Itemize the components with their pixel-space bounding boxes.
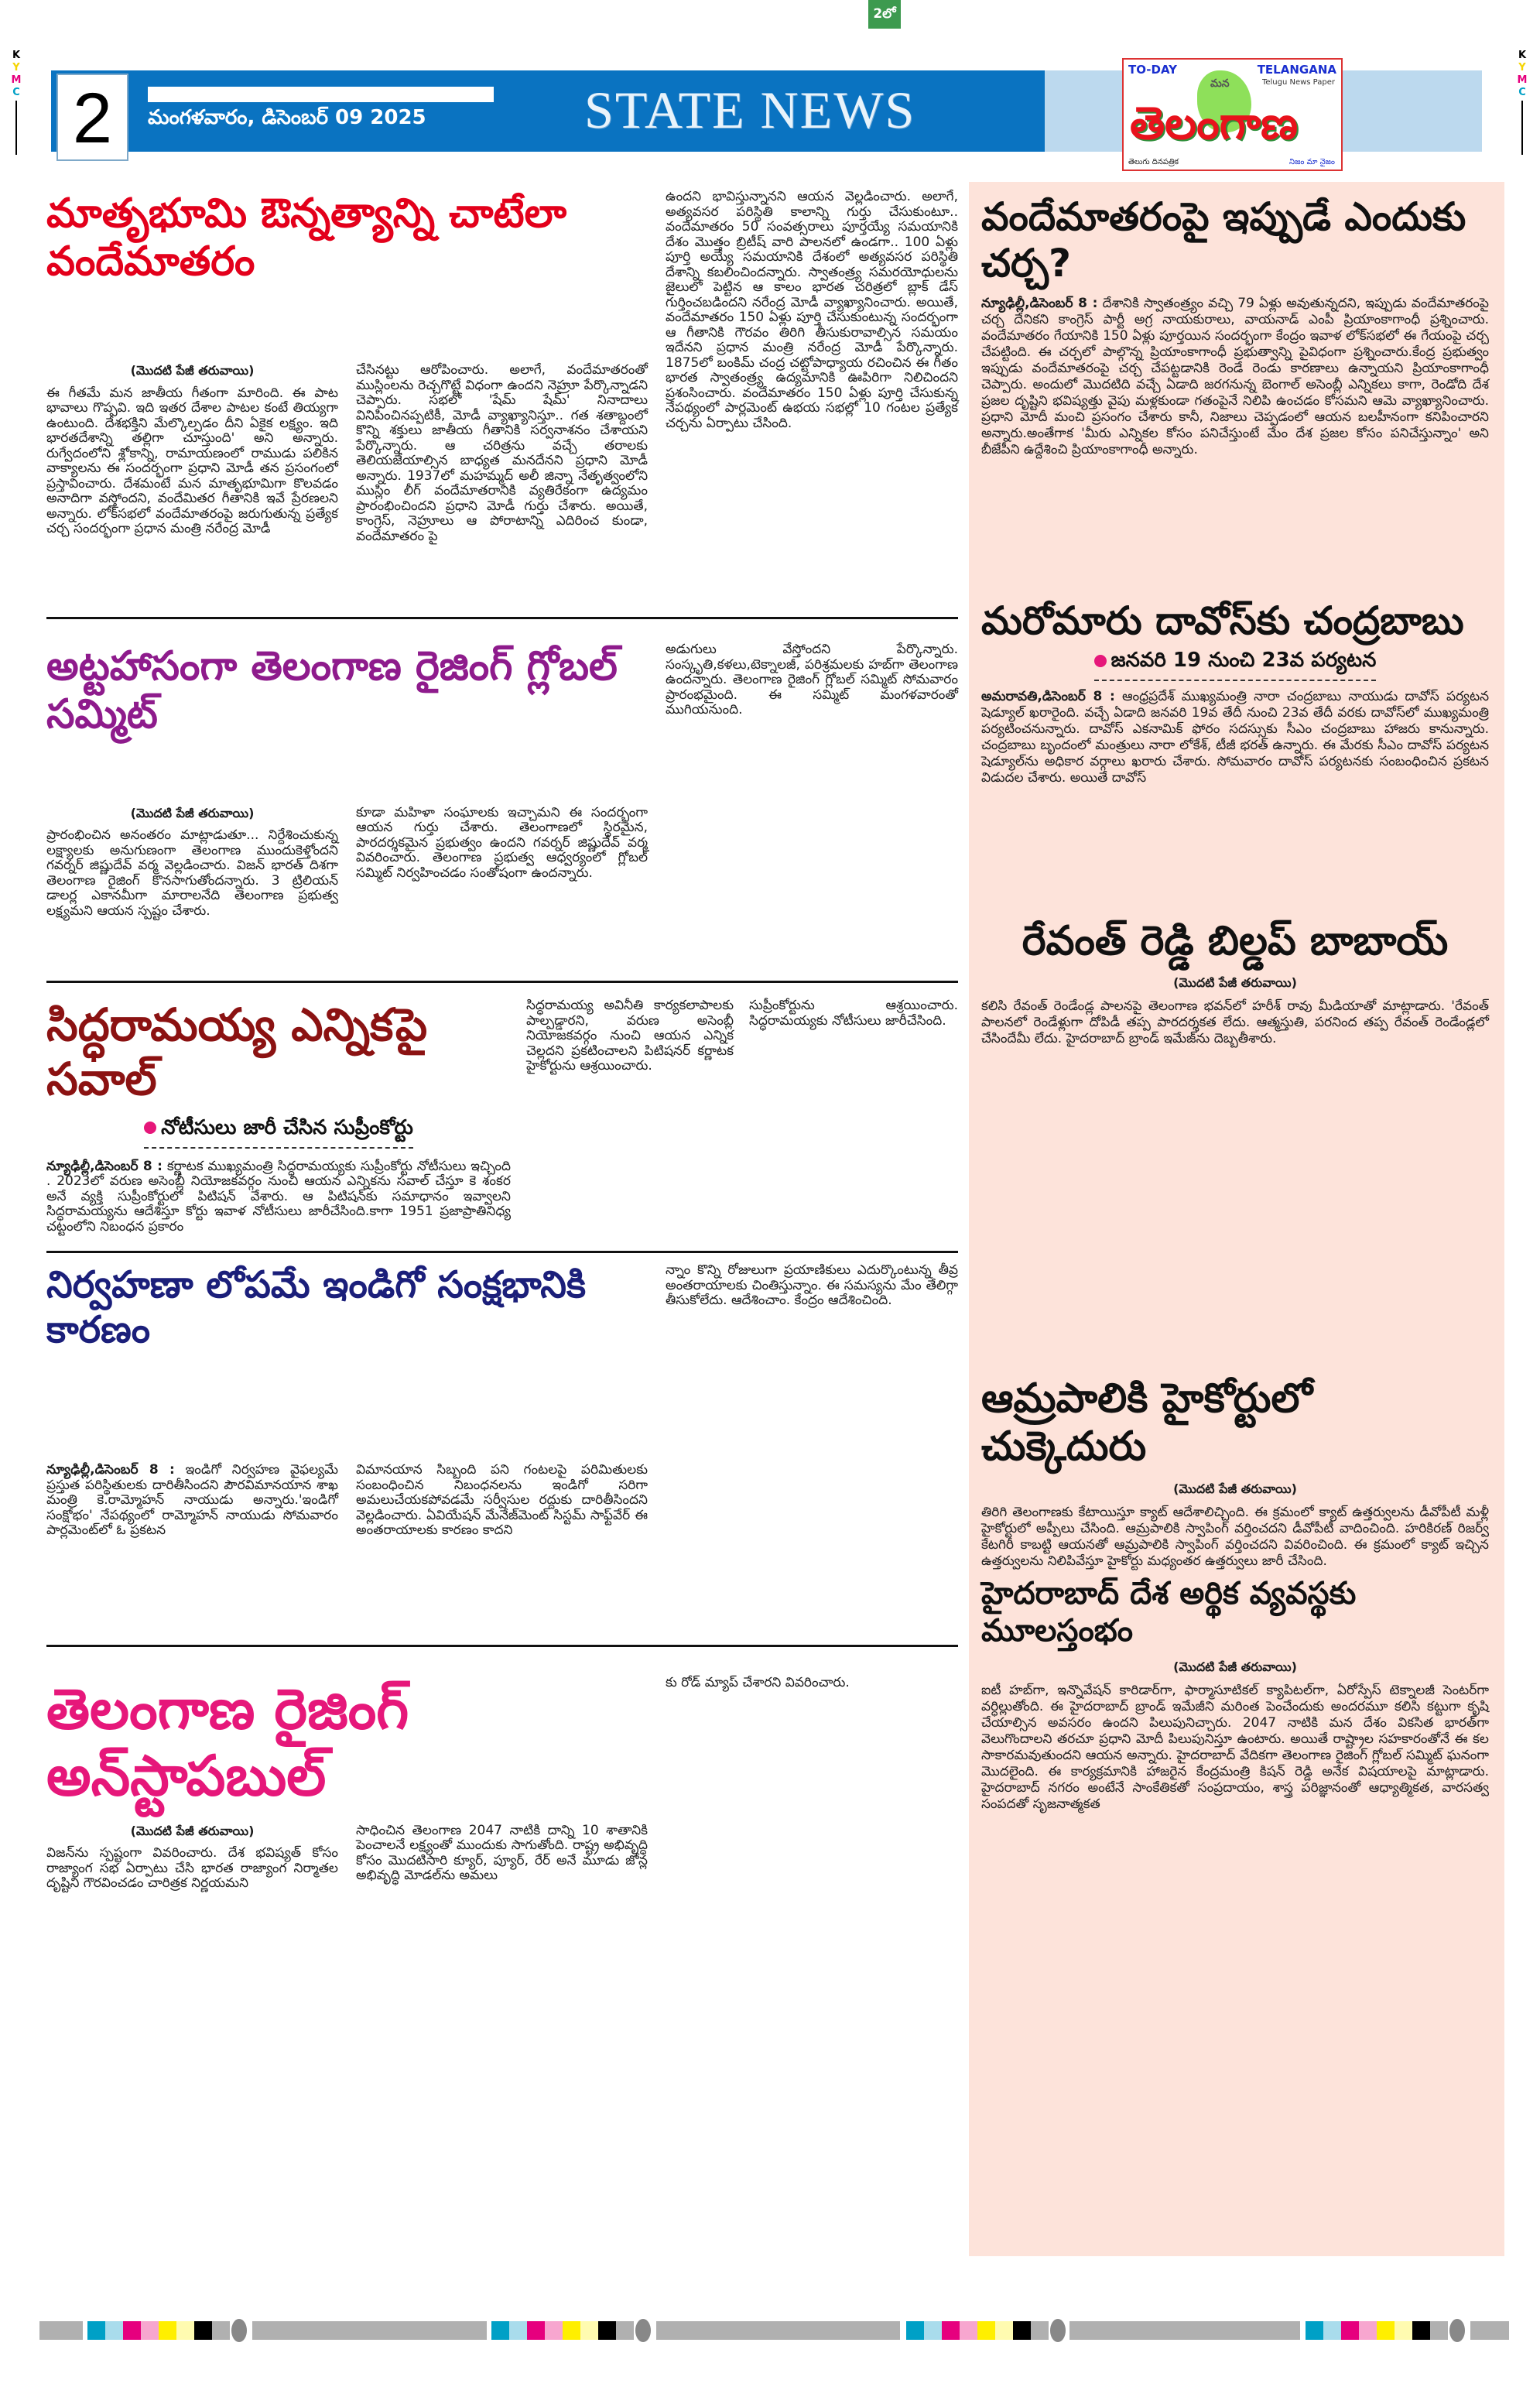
article-text: విమానయాన సిబ్బంది పని గంటలపై పరిమితులకు సంబంధించిన నిబంధనలను ఇండిగో సరిగా అమలుచేయకపోవడమే సర్వీసుల రద్దుకు దారితీసిందని వెల్లడించారు. ఏవియేషన్ మేనేజ్‌మెంట్ సిస్టమ్ సాఫ్ట్‌వేర్ ఈ అంతరాయాలకు కారణం కాదని xyxy=(356,1462,648,1539)
article-text: విజన్‌ను స్పష్టంగా వివరించారు. దేశ భవిష్యత్ కోసం రాజ్యాంగ సభ ఏర్పాటు చేసి భారత రాజ్యాంగ నిర్మాతల దృష్టిని గౌరవించడం చారిత్రక నిర్ణయమని xyxy=(46,1845,338,1892)
subhead xyxy=(46,1115,511,1156)
cmyk-registration-mark-right xyxy=(1517,50,1528,155)
cmyk-c: C xyxy=(1518,87,1526,98)
registration-dot xyxy=(1050,2319,1066,2342)
cmyk-c: C xyxy=(12,87,20,98)
page-tag: 2లో xyxy=(868,0,901,29)
article-column xyxy=(356,1463,648,1539)
headline-vandemataram-debate: వందేమాతరంపై ఇప్పుడే ఎందుకు చర్చ? xyxy=(981,194,1466,286)
headline-revanth-reddy: రేవంత్ రెడ్డి బిల్డప్ బాబాయ్ xyxy=(1022,918,1449,964)
color-swatch xyxy=(977,2321,995,2340)
cmyk-m: M xyxy=(11,74,22,86)
issue-date: మంగళవారం, డిసెంబర్ 09 2025 xyxy=(148,106,426,129)
article-column xyxy=(666,1263,958,1309)
headline-amrapali: ఆమ్రపాలికి హైకోర్టులో చుక్కెదురు xyxy=(981,1375,1313,1471)
article-text: చేసినట్టు ఆరోపించారు. అలాగే, వందేమాతరంతో ముస్లింలను రెచ్చగొట్టే విధంగా ఉందని నెహ్రూ పేర్కొన్నాడని చెప్పారు. సభలో 'షేమ్ షేమ్' నినాదాలు వినిపించినప్పటికీ, మోడీ వ్యాఖ్యానిస్తూ.. గత శతాబ్దంలో కొన్ని శక్తులు జాతీయ గీతానికి సర్వనాశనం చేశాయని పేర్కొన్నారు. ఆ చరిత్రను వచ్చే తరాలకు తెలియజేయాల్సిన బాధ్యత మనదేనని ప్రధాని మోడీ అన్నారు. 1937లో మహమ్మద్ అలీ జిన్నా నేతృత్వంలోని ముస్లిం లీగ్ వందేమాతరానికి వ్యతిరేకంగా ఉద్యమం ప్రారంభించిందని ప్రధాని మోడీ గుర్తు చేశారు. అయితే, కాంగ్రెస్, నెహ్రూలు ఆ పోరాటాన్ని ఎదిరించ కుండా, వందేమాతరం పై xyxy=(356,362,648,544)
color-swatch xyxy=(1323,2321,1341,2340)
body-text: దేశానికి స్వాతంత్ర్యం వచ్చి 79 ఏళ్లు అవుతున్నదని, ఇప్పుడు వందేమాతరంపై చర్చ దేనికని కాంగ్రెస్ పార్టీ అగ్ర నాయకురాలు, వాయనాడ్ ఎంపీ ప్రియాంకాగాంధీ ప్రశ్నించారు. వందేమాతరం గేయానికి 150 ఏళ్లు పూర్తయిన సందర్భంగా కేంద్రం ఇవాళ లోక్‌సభలో ఈ గేయంపై చర్చ చేపట్టింది. ఈ చర్చలో పాల్గొన్న ప్రియాంకాగాంధీ ప్రభుత్వాన్ని పైవిధంగా ప్రశ్నించారు.కేంద్ర ప్రభుత్వం ఇప్పుడు వందేమాతరంపై చర్చ చేపట్టడానికి రెండే రెండు కారణాలు ఉన్నాయని ప్రియాంకాగాంధీ చెప్పారు. అందులో మొదటిది వచ్చే ఏడాది జరగనున్న బెంగాల్ అసెంబ్లీ ఎన్నికలు కాగా, రెండోది దేశ ప్రజల దృష్టిని భవిష్యత్తు వైపు మళ్లకుండా గతంపైనే నిలిపి ఉంచడం కోసమని ఆమె వ్యాఖ్యానించారు. ప్రధాని మోదీ మంచి ప్రసంగం చేశారు కానీ, నిజాలు చెప్పడంలో ఆయన బలహీనంగా కనిపించారని అన్నారు.అంతేగాక 'మీరు ఎన్నికల కోసం పనిచేస్తుంటే మేం దేశ ప్రజల కోసం పనిచేస్తున్నాం' అని బీజేపీని ఉద్దేశించి ప్రియాంకాగాంధీ అన్నారు. xyxy=(981,296,1489,457)
article-text: కు రోడ్ మ్యాప్ చేశారని వివరించారు. xyxy=(666,1675,850,1690)
article-text: సుప్రీంకోర్టును ఆశ్రయించారు. సిద్ధరామయ్యకు నోటీసులు జారీచేసింది. xyxy=(749,998,958,1029)
color-swatch xyxy=(527,2321,545,2340)
article-column xyxy=(981,1659,1489,1813)
registration-tick xyxy=(15,101,17,155)
color-swatch xyxy=(1377,2321,1395,2340)
headline-hyderabad-economy: హైదరాబాద్ దేశ అర్థిక వ్యవస్థకు మూలస్తంభం xyxy=(981,1576,1357,1649)
headline-indigo: నిర్వహణా లోపమే ఇండిగో సంక్షభానికి కారణం xyxy=(46,1263,587,1351)
article-siddaramaiah xyxy=(46,983,958,1241)
subhead xyxy=(981,647,1489,689)
sidebar-panel xyxy=(969,182,1504,2256)
article-text: కూడా మహిళా సంఘాలకు ఇచ్చామని ఈ సందర్భంగా ఆయన గుర్తు చేశారు. తెలంగాణలో స్థిరమైన, పారదర్శకమైన ప్రభుత్వం ఉందని గవర్నర్ జిష్ణుదేవ్ వర్మ వివరించారు. తెలంగాణ ప్రభుత్వ ఆధ్వర్యంలో గ్లోబల్ సమ్మిట్ నిర్వహించడం సంతోషంగా ఉందన్నారు. xyxy=(356,804,648,881)
headline-siddaramaiah: సిద్ధరామయ్య ఎన్నికపై సవాల్ xyxy=(46,998,428,1105)
cmyk-m: M xyxy=(1517,74,1528,86)
logo-telangana: TELANGANA xyxy=(1257,63,1336,77)
article-revanth-reddy xyxy=(981,917,1489,1375)
article-column xyxy=(356,1824,648,1884)
logo-name: తెలంగాణ xyxy=(1130,97,1298,149)
article-text: న్నాం కొన్ని రోజులుగా ప్రయాణికులు ఎదుర్కొంటున్న తీవ్ర అంతరాయాలకు చింతిస్తున్నాం. ఈ సమస్యను మేం తేలిగ్గా తీసుకోలేదు. ఆదేశించాం. కేంద్రం ఆదేశించింది. xyxy=(666,1262,958,1308)
color-swatch xyxy=(1430,2321,1448,2340)
lead-text: కర్ణాటక ముఖ్యమంత్రి సిద్ధరామయ్యకు సుప్రీంకోర్టు నోటీసులు ఇచ్చింది . 2023లో వరుణ అసెంబ్లీ నియోజకవర్గం నుంచి ఆయన ఎన్నికను సవాల్ చేస్తూ కె శంకర అనే వ్యక్తి సుప్రీంకోర్టులో పిటిషన్ వేశారు. ఆ పిటిషన్‌కు సమాధానం ఇవ్వాలని సిద్ధరామయ్యను ఆదేశిస్తూ కోర్టు ఇవాళ నోటీసులు జారీచేసింది.కాగా 1951 ప్రజాప్రాతినిధ్య చట్టంలోని నిబంధన ప్రకారం xyxy=(46,1158,511,1235)
color-swatch xyxy=(924,2321,942,2340)
continued-label: (మొదటి పేజీ తరువాయి) xyxy=(130,363,255,378)
article-indigo xyxy=(46,1253,958,1635)
article-column xyxy=(981,689,1489,786)
body-text: ఆంధ్రప్రదేశ్ ముఖ్యమంత్రి నారా చంద్రబాబు నాయుడు దావోస్ పర్యటన షెడ్యూల్ ఖరారైంది. వచ్చే ఏడాది జనవరి 19వ తేదీ నుంచి 23వ తేదీ వరకు దావోస్‌లో ముఖ్యమంత్రి పర్యటించనున్నారు. దావోస్ ఎకనామిక్ ఫోరం సదస్సుకు సీఎం చంద్రబాబు హాజరు కానున్నారు. చంద్రబాబు బృందంలో మంత్రులు నారా లోకేశ్, టీజీ భరత్ ఉన్నారు. ఈ మేరకు సీఎం దావోస్ పర్యటన షెడ్యూల్‌ను అధికార వర్గాలు ఖరారు చేశారు. సోమవారం దావోస్ పర్యటనకు సంబంధించిన ప్రకటన విడుదల చేశారు. అయితే దావోస్ xyxy=(981,689,1489,786)
color-swatch xyxy=(1412,2321,1430,2340)
color-swatch xyxy=(1031,2321,1049,2340)
article-amrapali xyxy=(981,1375,1489,1575)
logo-footer-right: నిజం మా నైజం xyxy=(1289,158,1335,166)
color-swatch xyxy=(87,2321,105,2340)
color-swatch xyxy=(1359,2321,1377,2340)
article-column xyxy=(46,363,338,537)
color-swatch xyxy=(942,2321,960,2340)
article-global-summit xyxy=(46,619,958,971)
headline-davos: మరోమారు దావోస్‌కు చంద్రబాబు xyxy=(981,598,1464,643)
color-swatch xyxy=(194,2321,212,2340)
cmyk-k: K xyxy=(1518,50,1527,61)
color-swatch xyxy=(141,2321,159,2340)
article-davos xyxy=(981,598,1489,917)
registration-tick xyxy=(1521,101,1523,155)
article-column xyxy=(526,998,734,1074)
color-swatch xyxy=(1341,2321,1359,2340)
newspaper-logo xyxy=(1122,58,1343,171)
logo-today: TO-DAY xyxy=(1128,63,1177,77)
bullet-icon xyxy=(1094,655,1107,667)
cmyk-y: Y xyxy=(1518,62,1526,74)
registration-dot xyxy=(635,2319,651,2342)
article-column xyxy=(749,998,958,1029)
article-column xyxy=(981,296,1489,458)
article-column xyxy=(46,1159,511,1235)
article-column xyxy=(666,190,958,431)
section-title: STATE NEWS xyxy=(584,80,916,139)
color-swatch xyxy=(598,2321,616,2340)
headline-vandemataram: మాతృభూమి ఔన్నత్యాన్ని చాటేలా వందేమాతరం xyxy=(46,190,567,286)
dateline: న్యూఢిల్లీ,డిసెంబర్ 8 : xyxy=(46,1462,175,1478)
color-swatch xyxy=(159,2321,176,2340)
continued-label: (మొదటి పేజీ తరువాయి) xyxy=(130,805,255,820)
article-text xyxy=(46,1159,511,1235)
color-swatch xyxy=(123,2321,141,2340)
color-swatch xyxy=(563,2321,580,2340)
lead-text: ఇండిగో నిర్వహణ వైఫల్యమే ప్రస్తుత పరిస్థితులకు దారితీసిందని పౌరవిమానయాన శాఖ మంత్రి కె.రామ్మోహన్ నాయుడు అన్నారు.'ఇండిగో సంక్షోభం' నేపథ్యంలో రామ్మోహన్ నాయుడు సోమవారం పార్లమెంట్‌లో ఓ ప్రకటన xyxy=(46,1462,339,1539)
continued-label: (మొదటి పేజీ తరువాయి) xyxy=(1173,975,1297,991)
color-calibration-bar xyxy=(0,2321,1540,2340)
article-text: సిద్ధరామయ్య అవినీతి కార్యకలాపాలకు పాల్పడ్డారని, వరుణ అసెంబ్లీ నియోజకవర్గం నుంచి ఆయన ఎన్నిక చెల్లదని ప్రకటించాలని పిటిషనర్ కర్ణాటక హైకోర్టును ఆశ్రయించారు. xyxy=(526,998,734,1074)
color-swatch xyxy=(212,2321,230,2340)
article-text: అడుగులు వేస్తోందని పేర్కొన్నారు. సంస్కృతి,కళలు,టెక్నాలజీ, పరిశ్రమలకు హబ్‌గా తెలంగాణ ఉందన్నారు. తెలంగాణ రైజింగ్ గ్లోబల్ సమ్మిట్ సోమవారం ప్రారంభమైంది. ఈ సమ్మిట్ మంగళవారంతో ముగియనుంది. xyxy=(666,642,958,717)
article-text: సాధించిన తెలంగాణ 2047 నాటికి దాన్ని 10 శాతానికి పెంచాలనే లక్ష్యంతో ముందుకు సాగుతోంది. రాష్ట్ర అభివృద్ధి కోసం మొదటిసారి క్యూర్, ప్యూర్, రేర్ అనే మూడు జోన్ల అభివృద్ధి మోడల్‌ను అమలు xyxy=(356,1822,648,1884)
color-swatch xyxy=(580,2321,598,2340)
color-swatch xyxy=(509,2321,527,2340)
masthead-white-bar xyxy=(148,87,494,102)
article-column xyxy=(981,974,1489,1047)
article-vandemataram xyxy=(46,190,958,608)
article-text: ప్రారంభించిన అనంతరం మాట్లాడుతూ... నిర్దేశించుకున్న లక్ష్యాలకు అనుగుణంగా తెలంగాణ ముందుకెళ్తోందని గవర్నర్ జిష్ణుదేవ్ వర్మ వెల్లడించారు. విజన్ భారత్ దిశగా తెలంగాణ రైజింగ్ కొనసాగుతోందన్నారు. 3 ట్రిలియన్ డాలర్ల ఎకానమీగా మారాలనేది తెలంగాణ ప్రభుత్వ లక్ష్యమని ఆయన స్పష్టం చేశారు. xyxy=(46,827,338,919)
color-swatch xyxy=(960,2321,977,2340)
article-text xyxy=(981,689,1489,786)
continued-label: (మొదటి పేజీ తరువాయి) xyxy=(1173,1481,1297,1496)
registration-dot xyxy=(231,2319,247,2342)
article-column xyxy=(981,1481,1489,1570)
logo-footer-left: తెలుగు దినపత్రిక xyxy=(1128,158,1179,166)
dateline: అమరావతి,డిసెంబర్ 8 : xyxy=(981,689,1115,704)
headline-telangana-rising-unstoppable: తెలంగాణ రైజింగ్ అన్‌స్టాపబుల్ xyxy=(46,1676,409,1809)
color-swatch xyxy=(1395,2321,1412,2340)
color-swatch xyxy=(491,2321,509,2340)
bullet-icon xyxy=(144,1122,156,1134)
article-telangana-rising-unstoppable xyxy=(46,1647,958,1892)
article-hyderabad-economy xyxy=(981,1575,1489,1813)
subhead-wrap xyxy=(144,1115,413,1149)
dateline: న్యూఢిల్లీ,డిసెంబర్ 8 : xyxy=(46,1158,163,1174)
article-text: ఉందని భావిస్తున్నానని ఆయన వెల్లడించారు. అలాగే, అత్యవసర పరిస్థితి కాలాన్ని గుర్తు చేసుకుంటూ.. వందేమాతరం 50 సంవత్సరాలు పూర్తయ్యే సమయానికి దేశం మొత్తం బ్రిటీష్ వారి పాలనలో ఉండగా.. 100 ఏళ్లు పూర్తి అయ్యే సమయానికి దేశంలో అత్యవసర పరిస్థితి దేశాన్ని కబలించిందన్నారు. స్వాతంత్ర్య సమరయోధులను జైలులో పెట్టిన ఆ కాలం భారత చరిత్రలో బ్లాక్ డేస్ గుర్తించబడిందని నరేంద్ర మోడీ వ్యాఖ్యానించారు. అయితే, వందేమాతరం 150 ఏళ్లు పూర్తి చేసుకుంటున్న సందర్భంగా ఆ గీతానికి గౌరవం తిరిగి తీసుకురావాల్సిన సమయం ఇదేనని ప్రధాన మంత్రి నరేంద్ర మోడీ పేర్కొన్నారు. 1875లో బంకిమ్ చంద్ర చట్టోపాధ్యాయ రచించిన ఈ గీతం భారత స్వాతంత్ర్య ఉద్యమానికి ఊపిరిగా నిలిచిందని ప్రశంసించారు. వందేమాతరం 150 ఏళ్లు పూర్తి చేసుకున్న నేపథ్యంలో పార్లమెంట్ ఉభయ సభల్లో 10 గంటల ప్రత్యేక చర్చను ఏర్పాటు చేసింది. xyxy=(666,189,958,431)
left-news-section xyxy=(46,190,958,1892)
article-column xyxy=(46,806,338,920)
article-column xyxy=(46,1463,338,1539)
color-swatch xyxy=(616,2321,634,2340)
grey-bar xyxy=(252,2321,487,2340)
article-text xyxy=(981,296,1489,458)
color-swatch xyxy=(1306,2321,1323,2340)
color-swatch xyxy=(105,2321,123,2340)
subhead-text: నోటీసులు జారీ చేసిన సుప్రీంకోర్టు xyxy=(161,1115,413,1139)
article-text: ఈ గీతమే మన జాతీయ గీతంగా మారింది. ఈ పాట భావాలు గొప్పవి. ఇది ఇతర దేశాల పాటల కంటే తియ్యగా ఉంటుంది. దేశభక్తిని మేల్కొల్పడం దీని ఏకైక లక్ష్యం. ఇది భారతదేశాన్ని తల్లిగా చూస్తుంది' అని అన్నారు. రుగ్వేదంలోని శ్లోకాన్ని, రామాయణంలో రాముడు పలికిన వాక్యాలను ఈ సందర్భంగా ప్రధాని మోడీ తన ప్రసంగంలో ప్రస్తావించారు. దేశమంటే మన మాతృభూమిగా కొలవడం అనాదిగా వస్తోందని, వందేమితర గీతానికి ఇవే ప్రేరణలని అన్నారు. లోక్‌సభలో వందేమాతరంపై జరుగుతున్న ప్రత్యేక చర్చ సందర్భంగా ప్రధాన మంత్రి నరేంద్ర మోడీ xyxy=(46,385,338,537)
grey-bar xyxy=(39,2321,83,2340)
cmyk-y: Y xyxy=(12,62,20,74)
color-swatch xyxy=(545,2321,563,2340)
article-column xyxy=(356,363,648,544)
article-column xyxy=(356,806,648,882)
color-swatch xyxy=(906,2321,924,2340)
logo-map-label: మన xyxy=(1210,77,1230,90)
subhead-text: జనవరి 19 నుంచి 23వ పర్యటన xyxy=(1111,649,1377,672)
article-vandemataram-debate xyxy=(981,193,1489,598)
continued-label: (మొదటి పేజీ తరువాయి) xyxy=(1173,1659,1297,1674)
grey-bar xyxy=(1470,2321,1509,2340)
article-column xyxy=(666,642,958,718)
color-swatch xyxy=(1013,2321,1031,2340)
article-text: తిరిగి తెలంగాణకు కేటాయిస్తూ క్యాట్ ఆదేశాలిచ్చింది. ఈ క్రమంలో క్యాట్ ఉత్తర్వులను డీవోపీటీ మళ్లీ హైకోర్టులో అప్పీలు చేసింది. ఆమ్రపాలికి స్వాపింగ్ వర్తించదని డీవోపీటీ వాదించింది. హరికిరణ్ రిజర్వ్ కేటగిరీ కాబట్టి ఆయనతో ఆమ్రపాలికి స్వాపింగ్ వర్తించదని వివరించింది. ఈ క్రమంలో క్యాట్ ఇచ్చిన ఉత్తర్వులను నిలిపివేస్తూ హైకోర్టు మధ్యంతర ఉత్తర్వులు జారీ చేసింది. xyxy=(981,1504,1489,1569)
continued-label: (మొదటి పేజీ తరువాయి) xyxy=(130,1823,255,1838)
registration-dot xyxy=(1449,2319,1465,2342)
article-column xyxy=(46,1824,338,1892)
cmyk-k: K xyxy=(12,50,21,61)
color-swatch xyxy=(995,2321,1013,2340)
article-text: ఐటీ హబ్‌గా, ఇన్నొవేషన్ కారిడార్‌గా, ఫార్మాసూటికల్ క్యాపిటల్‌గా, ఏరోస్పేస్ టెక్నాలజీ సెంటర్‌గా వర్ధిల్లుతోంది. ఈ హైదరాబాద్ బ్రాండ్ ఇమేజీని మరింత పెంచేందుకు అందరమూ కలిసి కట్టుగా కృషి చేయాల్సిన అవసరం ఉందని పిలుపునిచ్చారు. 2047 నాటికి మన దేశం వికసిత భారత్‌గా వెలుగొందాలని తరచూ ప్రధాని మోదీ పిలుపునిస్తూ ఉంటారు. అయితే రాష్ట్రాల సహకారంతోనే ఈ కల సాకారమవుతుందని ఆయన అన్నారు. హైదరాబాద్ వేదికగా తెలంగాణ రైజింగ్ గ్లోబల్ సమ్మిట్ ఘనంగా మొదలైంది. ఈ కార్యక్రమానికి హాజరైన కేంద్రమంత్రి కిషన్ రెడ్డి అనేక విషయాలపై మాట్లాడారు. హైదరాబాద్ నగరం అంటేనే సాంకేతికతో సంప్రదాయం, శాస్త్ర పరిజ్ఞానంతో ఆధ్యాత్మికత, వారసత్వ సంపదతో సృజనాత్మకత xyxy=(981,1683,1489,1812)
color-swatch xyxy=(176,2321,194,2340)
logo-tagline: Telugu News Paper xyxy=(1261,78,1335,87)
article-text xyxy=(46,1463,338,1539)
dateline: న్యూఢిల్లీ,డిసెంబర్ 8 : xyxy=(981,296,1098,311)
article-text: కలిసి రేవంత్ రెండేండ్ల పాలనపై తెలంగాణ భవన్‌లో హరీశ్ రావు మీడియాతో మాట్లాడారు. 'రేవంత్ పాలనలో రెండేళ్లుగా దోపిడీ తప్ప పారదర్శకత లేదు. ఆత్మస్తుతి, పరనింద తప్ప రేవంత్ రెండేండ్లలో చేసిందేమీ లేదు. హైదరాబాద్ బ్రాండ్ ఇమేజ్‌ను దెబ్బతీశారు. xyxy=(981,998,1489,1047)
grey-bar xyxy=(1069,2321,1300,2340)
page-number: 2 xyxy=(56,74,128,161)
cmyk-registration-mark-left xyxy=(11,50,22,155)
article-column xyxy=(666,1676,958,1691)
subhead-wrap xyxy=(1094,647,1377,681)
grey-bar xyxy=(656,2321,900,2340)
headline-global-summit: అట్టహాసంగా తెలంగాణ రైజింగ్ గ్లోబల్ సమ్మిట్ xyxy=(46,643,618,738)
